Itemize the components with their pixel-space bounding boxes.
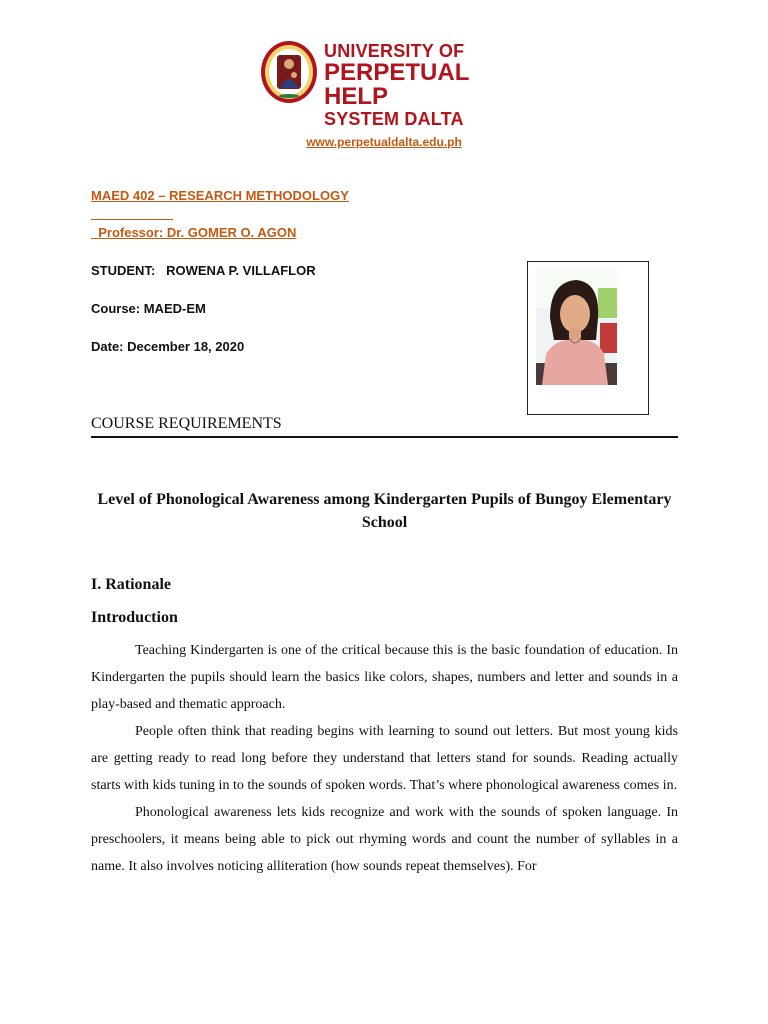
university-name-line3: SYSTEM DALTA (324, 109, 464, 129)
student-name: STUDENT: ROWENA P. VILLAFLOR (91, 263, 316, 278)
paragraph: People often think that reading begins with learning to sound out letters. But most young kids are getting ready to read long before they understand that letters stand for sounds. Reading actually starts with kids tuning in to the sounds of spoken words. That’s where phonological awareness comes in. (91, 724, 678, 793)
section-heading: COURSE REQUIREMENTS (91, 415, 678, 438)
professor-name: Professor: Dr. GOMER O. AGON (91, 225, 297, 240)
heading-introduction: Introduction (91, 609, 178, 626)
course-label: Course: MAED-EM (91, 301, 206, 316)
university-name (324, 42, 520, 128)
student-photo-frame (527, 261, 649, 415)
university-name-line2: PERPETUAL HELP (324, 59, 469, 110)
document-title: Level of Phonological Awareness among Kindergarten Pupils of Bungoy Elementary School (97, 491, 672, 531)
date-label: Date: December 18, 2020 (91, 339, 245, 354)
heading-rationale: I. Rationale (91, 576, 171, 593)
website-link[interactable]: www.perpetualdalta.edu.ph (306, 135, 462, 149)
blank-underline (91, 219, 173, 220)
paragraph: Phonological awareness lets kids recognize and work with the sounds of spoken language. In preschoolers, it means being able to pick out rhyming words and count the number of syllables in a name. It also involves noticing alliteration (how sounds repeat themselves). For (91, 805, 678, 874)
university-logo (260, 40, 520, 129)
course-code: MAED 402 – RESEARCH METHODOLOGY (91, 188, 349, 203)
university-name-line1: UNIVERSITY OF (324, 41, 465, 61)
student-photo (536, 268, 617, 385)
paragraph: Teaching Kindergarten is one of the critical because this is the basic foundation of education. In Kindergarten the pupils should learn the basics like colors, shapes, numbers and letter and sounds in a play-based and thematic approach. (91, 643, 678, 712)
university-seal-icon (260, 40, 318, 104)
body-text (91, 637, 678, 880)
